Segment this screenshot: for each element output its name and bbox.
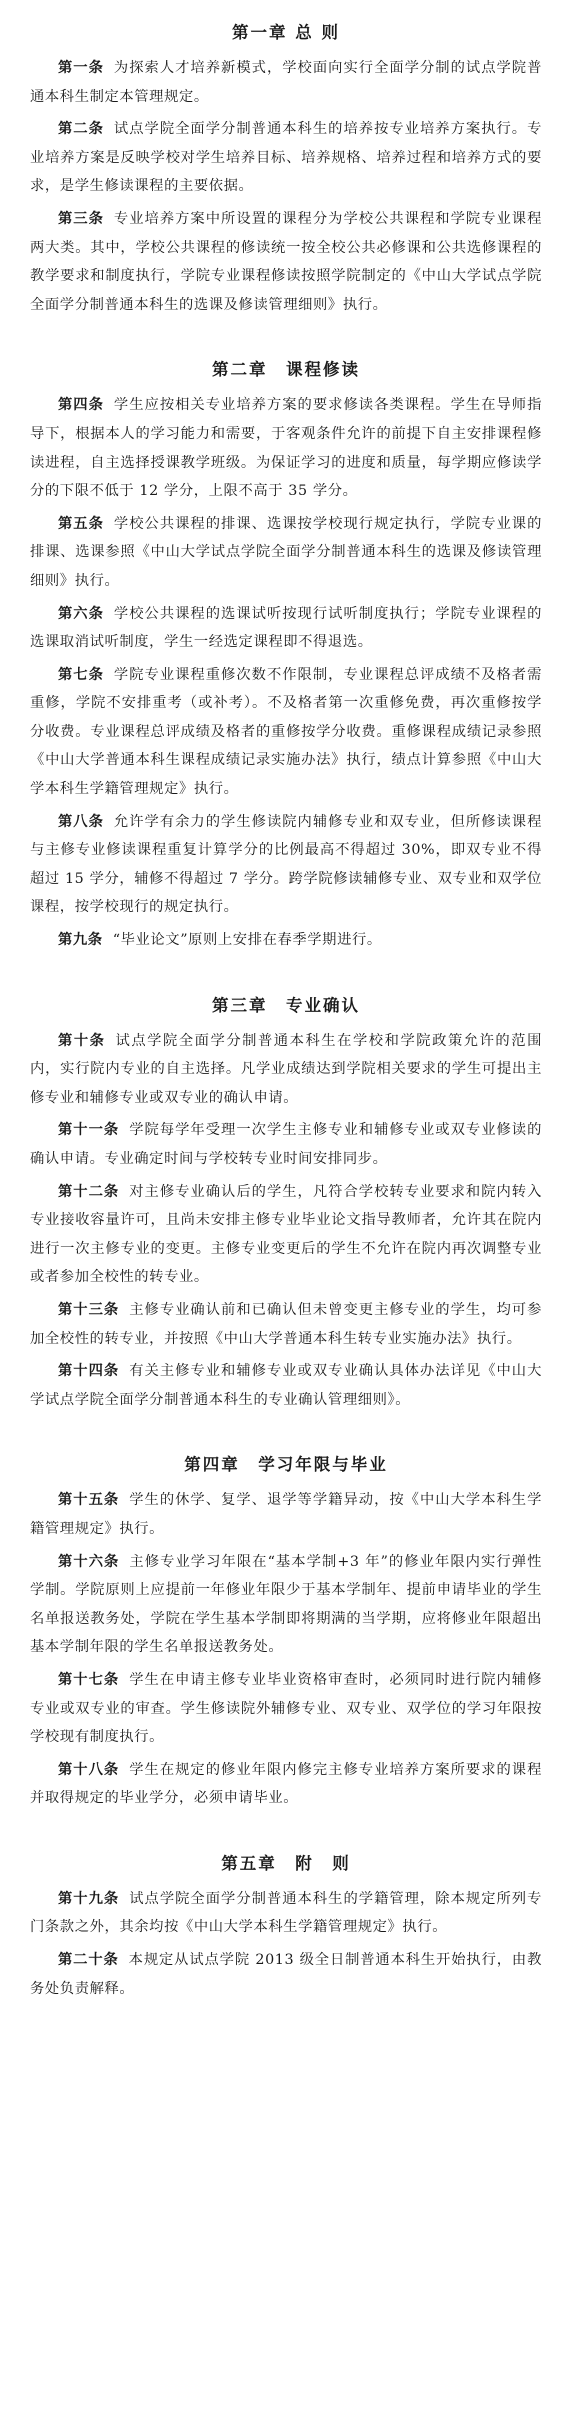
chapter-title: 第三章 专业确认 bbox=[212, 995, 360, 1015]
article-text: 学院专业课程重修次数不作限制，专业课程总评成绩不及格者需重修，学院不安排重考（或补考）。不及格者第一次重修免费，再次重修按学分收费。专业课程总评成绩及格者的重修按学分收费。重修课程成绩记录参照《中山大学普通本科生课程成绩记录实施办法》执行，绩点计算参照《中山大学本科生学籍管理规定》执行。 bbox=[30, 666, 542, 798]
article-number: 第十一条 bbox=[58, 1122, 120, 1139]
article-text: 学生在规定的修业年限内修完主修专业培养方案所要求的课程并取得规定的毕业学分，必须申请毕业。 bbox=[30, 1761, 542, 1807]
article-text: 允许学有余力的学生修读院内辅修专业和双专业，但所修读课程与主修专业修读课程重复计算学分的比例最高不得超过 30%，即双专业不得超过 15 学分，辅修不得超过 7 学分。跨学院修读辅修专业、双专业和双学位课程，按学校现行的规定执行。 bbox=[30, 813, 542, 916]
article-number: 第一条 bbox=[58, 60, 104, 76]
article-16 bbox=[30, 1548, 542, 1662]
article-6 bbox=[30, 600, 542, 657]
chapter-2 bbox=[30, 357, 542, 954]
article-13 bbox=[30, 1296, 542, 1353]
article-number: 第七条 bbox=[58, 666, 104, 683]
article-number: 第六条 bbox=[58, 605, 104, 622]
article-19 bbox=[30, 1885, 542, 1942]
chapter-gap bbox=[30, 323, 542, 357]
article-text: 学生应按相关专业培养方案的要求修读各类课程。学生在导师指导下，根据本人的学习能力和需要，于客观条件允许的前提下自主安排课程修读进程，自主选择授课教学班级。为保证学习的进度和质量，每学期应修读学分的下限不低于 12 学分，上限不高于 35 学分。 bbox=[30, 397, 542, 500]
article-17 bbox=[30, 1666, 542, 1752]
article-number: 第五条 bbox=[58, 515, 104, 532]
article-text: 试点学院全面学分制普通本科生在学校和学院政策允许的范围内，实行院内专业的自主选择。凡学业成绩达到学院相关要求的学生可提出主修专业和辅修专业或双专业的确认申请。 bbox=[30, 1032, 542, 1106]
article-text: 为探索人才培养新模式，学校面向实行全面学分制的试点学院普通本科生制定本管理规定。 bbox=[30, 60, 542, 105]
article-11 bbox=[30, 1116, 542, 1173]
article-14 bbox=[30, 1357, 542, 1414]
chapter-title: 第四章 学习年限与毕业 bbox=[184, 1455, 388, 1475]
chapter-gap bbox=[30, 1418, 542, 1452]
chapter-5 bbox=[30, 1851, 542, 2003]
chapter-title: 第一章 总 则 bbox=[232, 23, 340, 42]
article-text: 有关主修专业和辅修专业或双专业确认具体办法详见《中山大学试点学院全面学分制普通本科生的专业确认管理细则》。 bbox=[30, 1363, 542, 1408]
article-number: 第十四条 bbox=[58, 1363, 120, 1380]
article-number: 第十条 bbox=[58, 1032, 106, 1049]
article-4 bbox=[30, 391, 542, 505]
article-text: “毕业论文”原则上安排在春季学期进行。 bbox=[112, 932, 382, 949]
article-number: 第十三条 bbox=[58, 1301, 120, 1318]
article-9 bbox=[30, 926, 542, 955]
chapter-gap bbox=[30, 1817, 542, 1851]
chapter-title: 第五章 附 则 bbox=[221, 1853, 351, 1873]
article-text: 试点学院全面学分制普通本科生的学籍管理，除本规定所列专门条款之外，其余均按《中山大学本科生学籍管理规定》执行。 bbox=[30, 1890, 542, 1936]
article-7 bbox=[30, 661, 542, 804]
article-text: 学院每学年受理一次学生主修专业和辅修专业或双专业修读的确认申请。专业确定时间与学校转专业时间安排同步。 bbox=[30, 1122, 542, 1167]
article-text: 专业培养方案中所设置的课程分为学校公共课程和学院专业课程两大类。其中，学校公共课程的修读统一按全校公共必修课和公共选修课程的教学要求和制度执行，学院专业课程修读按照学院制定的《中山大学试点学院全面学分制普通本科生的选课及修读管理细则》执行。 bbox=[30, 210, 542, 313]
article-1 bbox=[30, 54, 542, 111]
article-number: 第十五条 bbox=[58, 1492, 120, 1509]
article-3 bbox=[30, 205, 542, 319]
article-number: 第九条 bbox=[58, 932, 103, 949]
article-text: 主修专业学习年限在“基本学制+3 年”的修业年限内实行弹性学制。学院原则上应提前一年修业年限少于基本学制年、提前申请毕业的学生名单报送教务处，学院在学生基本学制即将期满的当学期，应将修业年限超出基本学制年限的学生名单报送教务处。 bbox=[30, 1553, 542, 1656]
article-number: 第二条 bbox=[58, 121, 104, 138]
chapter-title: 第二章 课程修读 bbox=[212, 360, 360, 380]
article-number: 第十六条 bbox=[58, 1553, 120, 1570]
chapter-4 bbox=[30, 1452, 542, 1813]
article-text: 学生的休学、复学、退学等学籍异动，按《中山大学本科生学籍管理规定》执行。 bbox=[30, 1492, 542, 1537]
article-text: 学生在申请主修专业毕业资格审查时，必须同时进行院内辅修专业或双专业的审查。学生修读院外辅修专业、双专业、双学位的学习年限按学校现有制度执行。 bbox=[30, 1671, 542, 1746]
article-number: 第十八条 bbox=[58, 1761, 120, 1778]
article-text: 对主修专业确认后的学生，凡符合学校转专业要求和院内转入专业接收容量许可，且尚未安排主修专业毕业论文指导教师者，允许其在院内进行一次主修专业的变更。主修专业变更后的学生不允许在院内再次调整专业或者参加全校性的转专业。 bbox=[30, 1183, 542, 1286]
article-5 bbox=[30, 510, 542, 596]
chapter-gap bbox=[30, 959, 542, 993]
article-number: 第十九条 bbox=[58, 1890, 120, 1907]
article-10 bbox=[30, 1027, 542, 1113]
article-12 bbox=[30, 1178, 542, 1292]
chapter-1 bbox=[30, 20, 542, 319]
article-text: 主修专业确认前和已确认但未曾变更主修专业的学生，均可参加全校性的转专业，并按照《中山大学普通本科生转专业实施办法》执行。 bbox=[30, 1301, 542, 1347]
article-number: 第三条 bbox=[58, 210, 104, 227]
article-number: 第八条 bbox=[58, 813, 104, 830]
article-number: 第十七条 bbox=[58, 1671, 120, 1688]
article-text: 本规定从试点学院 2013 级全日制普通本科生开始执行，由教务处负责解释。 bbox=[30, 1952, 542, 1997]
article-number: 第四条 bbox=[58, 397, 104, 414]
article-20 bbox=[30, 1946, 542, 2003]
article-number: 第十二条 bbox=[58, 1183, 120, 1200]
article-number: 第二十条 bbox=[58, 1952, 119, 1969]
article-text: 试点学院全面学分制普通本科生的培养按专业培养方案执行。专业培养方案是反映学校对学生培养目标、培养规格、培养过程和培养方式的要求，是学生修读课程的主要依据。 bbox=[30, 121, 542, 195]
chapter-3 bbox=[30, 993, 542, 1415]
article-text: 学校公共课程的选课试听按现行试听制度执行；学院专业课程的选课取消试听制度，学生一经选定课程即不得退选。 bbox=[30, 605, 542, 651]
article-2 bbox=[30, 115, 542, 201]
article-18 bbox=[30, 1756, 542, 1813]
article-8 bbox=[30, 808, 542, 922]
article-15 bbox=[30, 1486, 542, 1543]
article-text: 学校公共课程的排课、选课按学校现行规定执行，学院专业课的排课、选课参照《中山大学试点学院全面学分制普通本科生的选课及修读管理细则》执行。 bbox=[30, 515, 542, 589]
